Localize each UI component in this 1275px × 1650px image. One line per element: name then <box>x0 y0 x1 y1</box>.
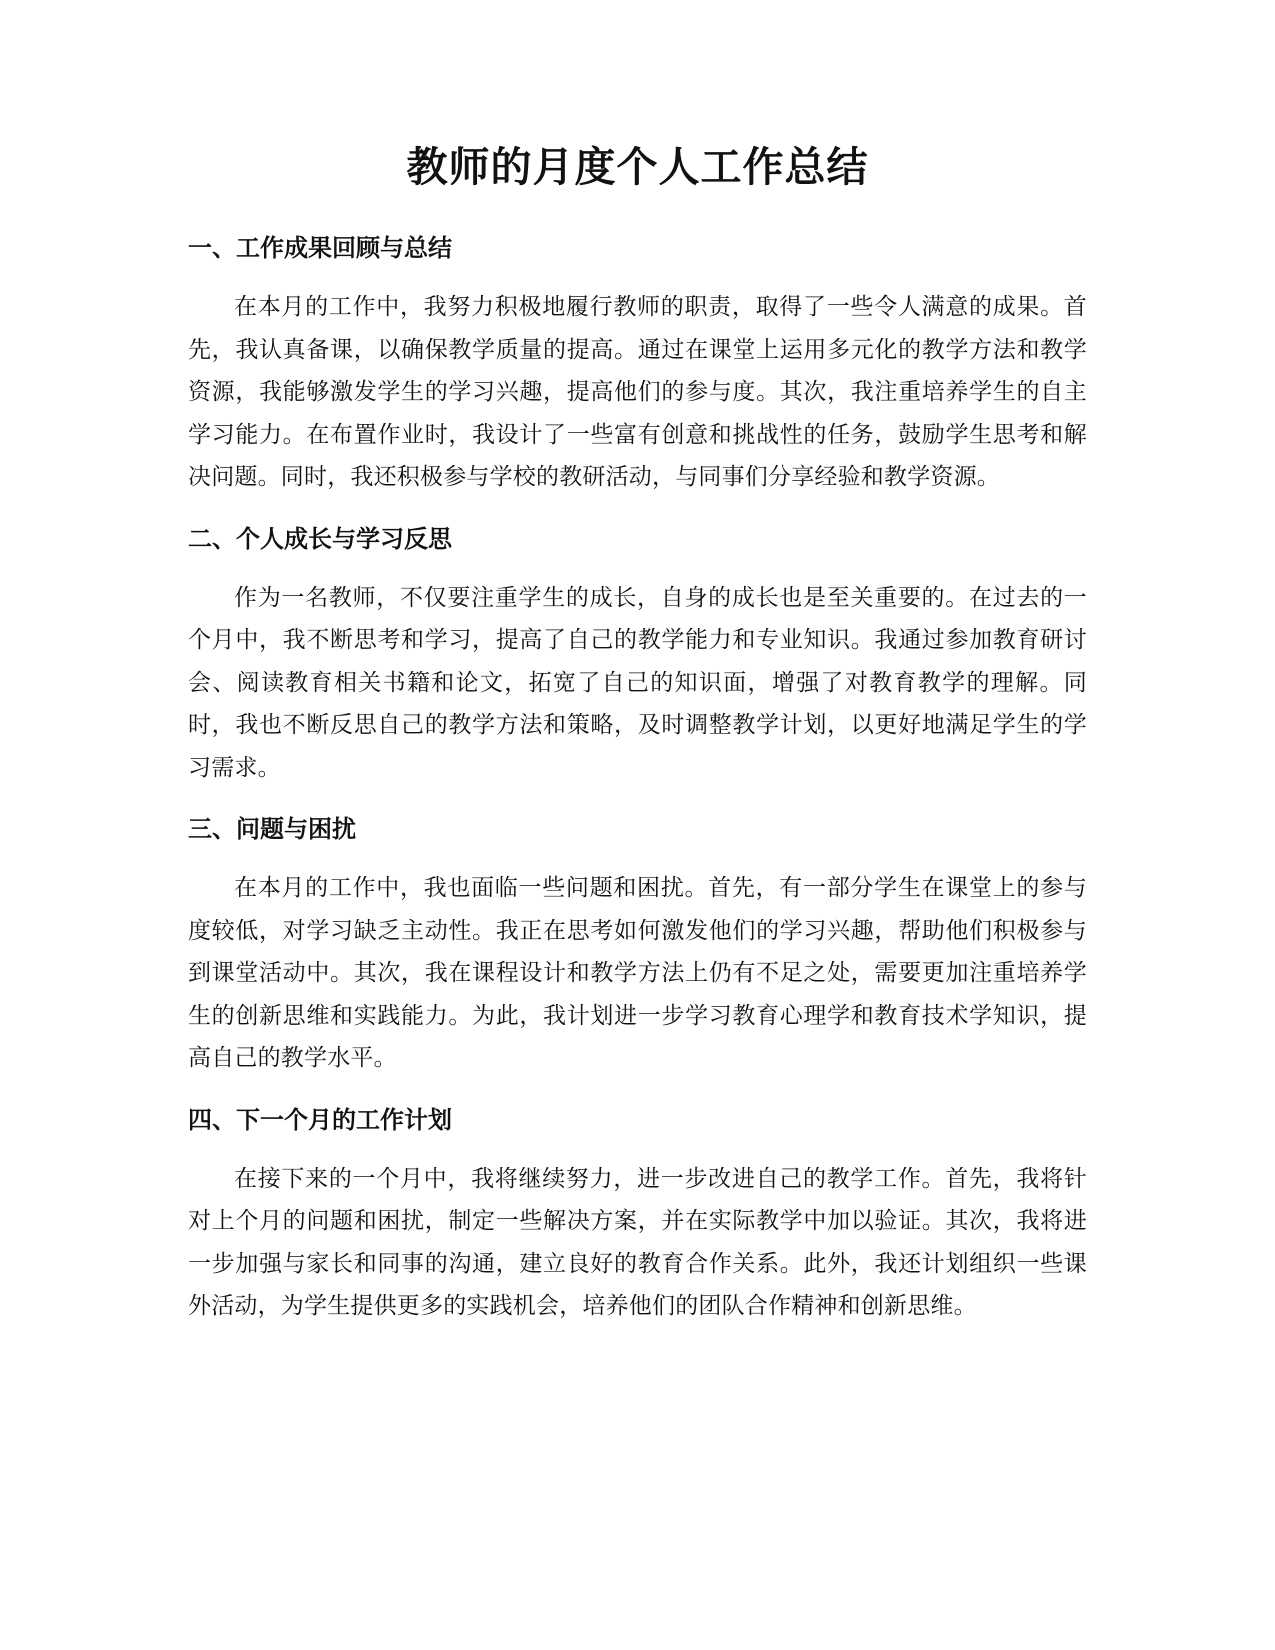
document-title: 教师的月度个人工作总结 <box>406 143 869 191</box>
section-heading: 一、工作成果回顾与总结 <box>188 234 452 262</box>
section-paragraph: 作为一名教师，不仅要注重学生的成长，自身的成长也是至关重要的。在过去的一个月中，我不断思考和学习，提高了自己的教学能力和专业知识。我通过参加教育研讨会、阅读教育相关书籍和论文，拓宽了自己的知识面，增强了对教育教学的理解。同时，我也不断反思自己的教学方法和策略，及时调整教学计划，以更好地满足学生的学习需求。 <box>188 584 1087 781</box>
section-paragraph: 在接下来的一个月中，我将继续努力，进一步改进自己的教学工作。首先，我将针对上个月的问题和困扰，制定一些解决方案，并在实际教学中加以验证。其次，我将进一步加强与家长和同事的沟通，建立良好的教育合作关系。此外，我还计划组织一些课外活动，为学生提供更多的实践机会，培养他们的团队合作精神和创新思维。 <box>188 1165 1087 1319</box>
section-heading: 三、问题与困扰 <box>188 815 356 843</box>
section-personal-growth <box>188 521 1087 790</box>
section-next-month-plan <box>188 1102 1087 1328</box>
section-heading: 四、下一个月的工作计划 <box>188 1105 452 1134</box>
section-problems <box>188 811 1087 1080</box>
section-paragraph: 在本月的工作中，我也面临一些问题和困扰。首先，有一部分学生在课堂上的参与度较低，对学习缺乏主动性。我正在思考如何激发他们的学习兴趣，帮助他们积极参与到课堂活动中。其次，我在课程设计和教学方法上仍有不足之处，需要更加注重培养学生的创新思维和实践能力。为此，我计划进一步学习教育心理学和教育技术学知识，提高自己的教学水平。 <box>188 875 1087 1071</box>
section-heading: 二、个人成长与学习反思 <box>188 524 452 553</box>
section-work-results <box>188 230 1087 499</box>
section-paragraph: 在本月的工作中，我努力积极地履行教师的职责，取得了一些令人满意的成果。首先，我认真备课，以确保教学质量的提高。通过在课堂上运用多元化的教学方法和教学资源，我能够激发学生的学习兴趣，提高他们的参与度。其次，我注重培养学生的自主学习能力。在布置作业时，我设计了一些富有创意和挑战性的任务，鼓励学生思考和解决问题。同时，我还积极参与学校的教研活动，与同事们分享经验和教学资源。 <box>188 294 1087 490</box>
